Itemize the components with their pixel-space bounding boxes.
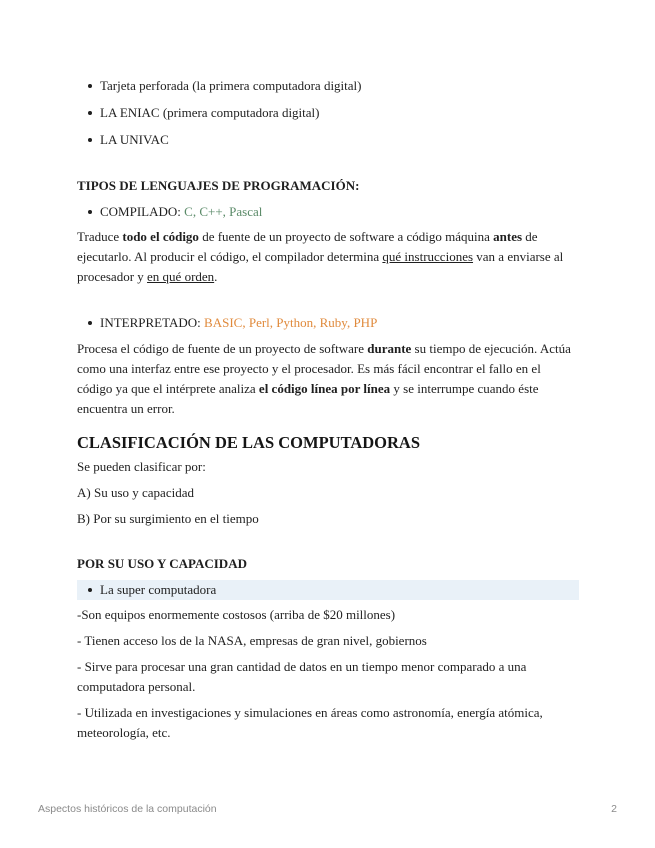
text-run: Procesa el código de fuente de un proyecto de software (77, 341, 368, 356)
list-item: LA ENIAC (primera computadora digital) (77, 103, 579, 123)
underlined-text: qué instrucciones (382, 249, 474, 264)
languages-heading: TIPOS DE LENGUAJES DE PROGRAMACIÓN: (77, 178, 360, 193)
footer-title: Aspectos históricos de la computación (38, 803, 217, 815)
underlined-text: en qué orden (147, 269, 215, 284)
usage-list (77, 580, 579, 600)
bold-text: el código línea por línea (258, 381, 391, 396)
page-content (77, 76, 579, 743)
usage-heading: POR SU USO Y CAPACIDAD (77, 556, 247, 571)
bold-text: durante (367, 341, 412, 356)
classification-intro: Se pueden clasificar por: (77, 459, 206, 474)
text-run: de fuente de un proyecto de software a código máquina (198, 229, 494, 244)
list-item: Tarjeta perforada (la primera computadora digital) (77, 76, 579, 96)
text-run: van a enviarse al procesador y (77, 249, 564, 284)
usage-point: - Utilizada en investigaciones y simulaciones en áreas como astronomía, energía atómica, meteorología, etc. (77, 705, 543, 740)
usage-point: - Sirve para procesar una gran cantidad de datos en un tiempo menor comparado a una computadora personal. (77, 659, 527, 694)
classification-option-b: B) Por su surgimiento en el tiempo (77, 511, 259, 526)
text-run: . (214, 269, 218, 284)
page-number: 2 (611, 803, 617, 815)
page-footer (38, 799, 617, 819)
interpreted-item (77, 313, 579, 333)
compiled-label: COMPILADO: (100, 204, 181, 219)
supercomputer-item: La super computadora (77, 580, 579, 600)
interpreted-examples: BASIC, Perl, Python, Ruby, PHP (204, 315, 378, 330)
usage-point: -Son equipos enormemente costosos (arriba de $20 millones) (77, 607, 396, 622)
compiled-list (77, 202, 579, 222)
bold-text: todo el código (122, 229, 199, 244)
interpreted-label: INTERPRETADO: (100, 315, 201, 330)
text-run: Traduce (77, 229, 123, 244)
interpreted-description (77, 339, 579, 419)
compiled-examples: C, C++, Pascal (184, 204, 263, 219)
bold-text: antes (493, 229, 523, 244)
classification-heading: CLASIFICACIÓN DE LAS COMPUTADORAS (77, 433, 421, 452)
text-run: su tiempo de ejecución. Actúa como una interfaz entre ese proyecto y el procesador. Es más fácil encontrar el fallo en el código ya que el intérprete analiza (77, 341, 571, 396)
compiled-description (77, 227, 579, 287)
classification-option-a: A) Su uso y capacidad (77, 485, 194, 500)
list-item: LA UNIVAC (77, 130, 579, 150)
history-list (77, 76, 579, 150)
text-run: y se interrumpe cuando éste encuentra un error. (77, 381, 539, 416)
text-run: de ejecutarlo. Al producir el código, el compilador determina (77, 229, 538, 264)
usage-point: - Tienen acceso los de la NASA, empresas de gran nivel, gobiernos (77, 633, 427, 648)
compiled-item (77, 202, 579, 222)
interpreted-list (77, 313, 579, 333)
